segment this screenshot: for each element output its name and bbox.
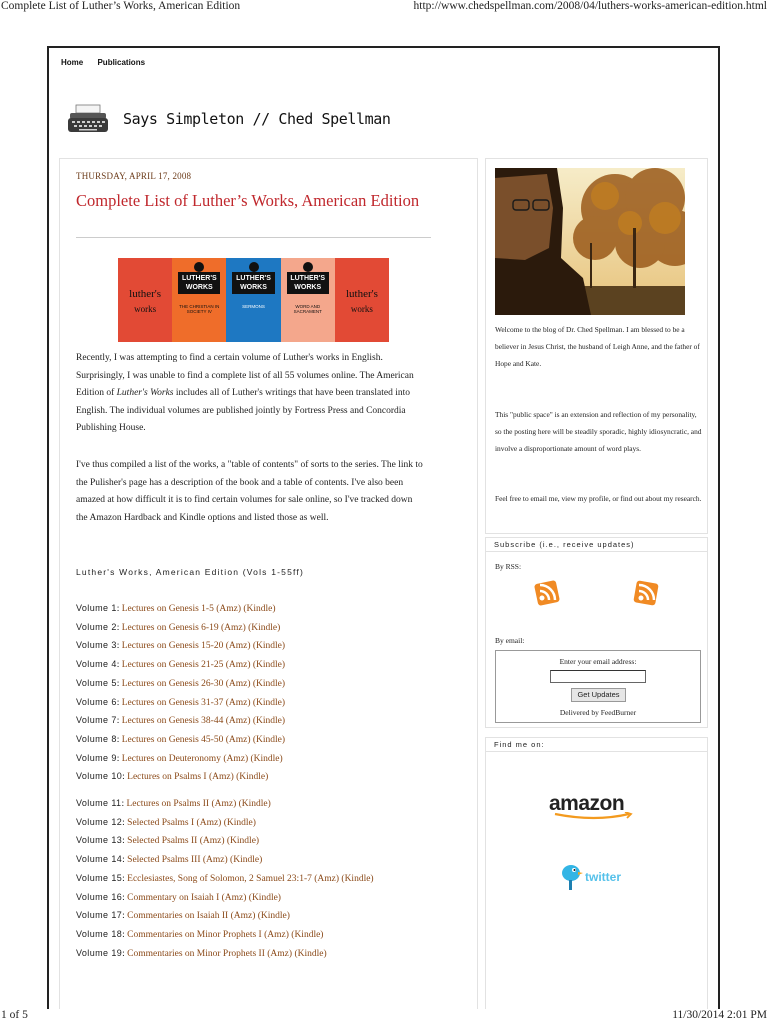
get-updates-button[interactable]: Get Updates [571,688,626,702]
compilation-paragraph: I've thus compiled a list of the works, a "table of contents" of sorts to the series. The link to the Pulisher's page has a description of the book and a table of contents. I've also been amazed at how difficult it is to find certain volumes for sale online, so I've tracked down the Amazon Hardback and Kindle options and listed those as well. [76,460,423,523]
kindle-link[interactable]: (Kindle) [252,734,286,745]
intro-text-a: Recently, I was attempting to find a certain volume of Luther's works in English. Surprisingly, I was unable to find a complete list of all 55 volumes online. The American Edition of [76,353,414,399]
volume-entry: Volume 18: Commentaries on Minor Prophets I (Amz) (Kindle) [76,928,324,940]
kindle-link[interactable]: (Kindle) [243,604,276,614]
kindle-link[interactable]: (Kindle) [248,622,281,633]
volume-title-link[interactable]: Commentaries on Minor Prophets I [127,929,262,940]
volume-number: Volume 4 [76,659,117,670]
amazon-link[interactable]: (Amz) [225,697,251,708]
volume-number: Volume 11 [76,798,122,808]
volume-title-link[interactable]: Selected Psalms I [127,817,195,828]
about-text-1: Welcome to the blog of Dr. Ched Spellman. I am blessed to be a believer in Jesus Christ, the husband of Leigh Anne, and the father of Hope and Kate. [495,325,700,368]
amazon-link[interactable]: (Amz) [216,604,241,614]
kindle-link[interactable]: (Kindle) [238,799,271,809]
kindle-link[interactable]: (Kindle) [252,716,286,727]
amazon-link[interactable]: (Amz) [225,678,251,689]
print-page-title: Complete List of Luther’s Works, American Edition [1,0,241,12]
amazon-link[interactable]: (Amz) [225,734,251,745]
kindle-link[interactable]: (Kindle) [252,678,286,689]
kindle-link[interactable]: (Kindle) [252,697,286,708]
volume-title-link[interactable]: Commentary on Isaiah I [127,892,220,903]
kindle-link[interactable]: (Kindle) [252,660,286,671]
feedburner-form [495,650,701,723]
volume-entry: Volume 17: Commentaries on Isaiah II (Amz) (Kindle) [76,910,290,922]
volume-number: Volume 3 [76,640,117,651]
volume-entry: Volume 1: Lectures on Genesis 1-5 (Amz) (Kindle) [76,603,276,614]
book-cover-script: luther's [129,288,162,300]
subscribe-widget [485,537,708,728]
find-me-heading: Find me on: [486,738,707,752]
volume-list-heading: Luther's Works, American Edition (Vols 1-55ff) [76,567,305,577]
book-cover-sub: WORD AND SACRAMENT [293,304,322,314]
volume-entry: Volume 2: Lectures on Genesis 6-19 (Amz) (Kindle) [76,621,281,633]
post-date: THURSDAY, APRIL 17, 2008 [76,171,192,181]
intro-paragraph [76,350,424,438]
volume-title-link[interactable]: Lectures on Deuteronomy [121,753,221,764]
print-footer [0,1009,768,1024]
twitter-logo-link[interactable] [559,862,621,892]
print-page-number: 1 of 5 [1,1009,28,1021]
volume-entry: Volume 9: Lectures on Deuteronomy (Amz) (Kindle) [76,752,283,764]
book-cover-head: LUTHER'S WORKS [232,272,274,294]
blog-page [47,46,720,1009]
kindle-link[interactable]: (Kindle) [236,772,269,783]
volume-title-link[interactable]: Selected Psalms III [127,855,201,866]
volume-title-link[interactable]: Selected Psalms II [127,836,198,847]
find-me-widget [485,737,708,1009]
nav-home-link[interactable]: Home [61,58,84,67]
kindle-link[interactable]: (Kindle) [341,873,374,884]
luther-medal-icon [249,262,259,272]
book-cover-1 [118,258,172,342]
volume-title-link[interactable]: Lectures on Psalms II [126,799,210,809]
amazon-link[interactable]: (Amz) [221,892,247,903]
by-rss-label: By RSS: [495,562,522,571]
about-text-3: Feel free to email me, view my profile, or find out about my research. [495,494,702,503]
kindle-link[interactable]: (Kindle) [291,929,324,940]
amazon-link[interactable]: (Amz) [267,948,293,959]
amazon-link[interactable]: (Amz) [202,855,228,866]
kindle-link[interactable]: (Kindle) [248,892,281,903]
volume-entry: Volume 14: Selected Psalms III (Amz) (Kindle) [76,854,263,866]
amazon-link[interactable]: (Amz) [211,799,237,809]
amazon-link[interactable]: (Amz) [230,911,256,922]
book-cover-works: works [134,304,157,314]
luther-medal-icon [303,262,313,272]
volume-number: Volume 15 [76,872,123,883]
volume-title-link[interactable]: Ecclesiastes, Song of Solomon, 2 Samuel 23:1-7 [127,873,312,884]
post-column [59,158,478,1009]
volume-title-link[interactable]: Lectures on Psalms I [127,772,207,783]
amazon-link[interactable]: (Amz) [225,716,251,727]
kindle-link[interactable]: (Kindle) [252,641,286,652]
amazon-smile-icon [551,812,637,820]
kindle-link[interactable]: (Kindle) [230,855,263,866]
volume-title-link[interactable]: Lectures on Genesis 31-37 [121,697,224,708]
volume-entry: Volume 6: Lectures on Genesis 31-37 (Amz) (Kindle) [76,696,286,708]
kindle-link[interactable]: (Kindle) [226,836,260,847]
volume-number: Volume 10 [76,771,123,782]
volume-number: Volume 13 [76,835,123,846]
amazon-link[interactable]: (Amz) [264,929,289,940]
blog-header [67,102,391,136]
volume-title-link[interactable]: Lectures on Genesis 45-50 [121,734,224,745]
luthers-works-banner-image [118,258,389,342]
amazon-link[interactable]: (Amz) [314,873,340,884]
volume-title-link[interactable]: Lectures on Genesis 26-30 [121,678,224,689]
luther-medal-icon [194,262,204,272]
print-page-url: http://www.chedspellman.com/2008/04/luthers-works-american-edition.html [413,0,767,12]
volume-number: Volume 2 [76,621,117,632]
email-field[interactable] [550,670,646,683]
amazon-link[interactable]: (Amz) [225,660,251,671]
book-cover-3 [226,258,280,342]
volume-entry: Volume 7: Lectures on Genesis 38-44 (Amz) (Kindle) [76,715,286,727]
rss-comments-icon[interactable] [631,578,661,608]
volume-list-11-19 [76,795,421,963]
amazon-link[interactable]: (Amz) [208,772,234,783]
twitter-logo-text: twitter [585,870,621,884]
volume-number: Volume 9 [76,752,117,763]
volume-number: Volume 18 [76,928,123,939]
volume-entry: Volume 8: Lectures on Genesis 45-50 (Amz) (Kindle) [76,733,286,745]
book-cover-4 [281,258,335,342]
volume-entry: Volume 11: Lectures on Psalms II (Amz) (Kindle) [76,798,271,809]
book-cover-5 [335,258,389,342]
feedburner-credit: Delivered by FeedBurner [559,708,637,717]
volume-entry: Volume 13: Selected Psalms II (Amz) (Kindle) [76,835,260,847]
volume-title-link[interactable]: Lectures on Genesis 6-19 [121,622,219,633]
amazon-link[interactable]: (Amz) [220,622,246,633]
amazon-link[interactable]: (Amz) [199,836,225,847]
kindle-link[interactable]: (Kindle) [223,817,256,828]
volume-entry: Volume 10: Lectures on Psalms I (Amz) (Kindle) [76,771,269,783]
amazon-logo-text: amazon [549,792,625,815]
volume-entry: Volume 3: Lectures on Genesis 15-20 (Amz) (Kindle) [76,640,286,652]
volume-entry: Volume 5: Lectures on Genesis 26-30 (Amz) (Kindle) [76,677,286,689]
book-cover-script: luther's [345,288,378,300]
volume-number: Volume 14 [76,854,123,865]
book-cover-sub: SERMONS [242,304,265,309]
book-cover-head: LUTHER'S WORKS [287,272,329,294]
volume-entry: Volume 16: Commentary on Isaiah I (Amz) (Kindle) [76,891,281,903]
volume-number: Volume 7 [76,715,117,726]
amazon-link[interactable]: (Amz) [223,753,249,764]
profile-widget [485,158,708,534]
volume-title-link[interactable]: Lectures on Genesis 21-25 [121,660,224,671]
volume-number: Volume 5 [76,677,117,688]
book-cover-sub: THE CHRISTIAN IN SOCIETY IV [179,304,220,314]
kindle-link[interactable]: (Kindle) [250,753,283,764]
volume-title-link[interactable]: Commentaries on Minor Prophets II [127,948,265,959]
blog-title[interactable]: Says Simpleton // Ched Spellman [123,110,391,128]
top-nav [61,58,157,67]
post-title[interactable]: Complete List of Luther’s Works, American Edition [76,191,420,210]
volume-entry: Volume 4: Lectures on Genesis 21-25 (Amz) (Kindle) [76,659,286,671]
volume-number: Volume 12 [76,816,123,827]
volume-number: Volume 19 [76,947,123,958]
amazon-link[interactable]: (Amz) [196,817,222,828]
author-photo [495,168,685,315]
volume-title-link[interactable]: Lectures on Genesis 15-20 [121,641,224,652]
volume-list-1-10 [76,600,421,787]
kindle-link[interactable]: (Kindle) [294,948,327,959]
amazon-logo-link[interactable] [549,792,624,816]
volume-title-link[interactable]: Lectures on Genesis 38-44 [121,716,224,727]
intro-text-b: includes all of Luther's writings that have been translated into English. The individual volumes are published jointly by Fortress Press and Concordia Publishing House. [76,388,410,434]
volume-number: Volume 16 [76,891,123,902]
amazon-link[interactable]: (Amz) [225,641,251,652]
print-header [0,0,768,16]
volume-number: Volume 17 [76,910,123,921]
intro-emphasis: Luther's Works [116,388,174,399]
nav-publications-link[interactable]: Publications [97,58,146,67]
book-cover-2 [172,258,226,342]
title-divider [76,237,431,238]
typewriter-icon [67,104,109,134]
email-field-label: Enter your email address: [559,657,637,666]
volume-number: Volume 6 [76,696,117,707]
kindle-link[interactable]: (Kindle) [257,911,290,922]
volume-number: Volume 1 [76,603,117,613]
print-date: 11/30/2014 2:01 PM [672,1009,767,1021]
book-cover-works: works [350,304,373,314]
volume-title-link[interactable]: Commentaries on Isaiah II [127,911,229,922]
twitter-bird-icon [559,862,583,892]
volume-number: Volume 8 [76,733,117,744]
rss-feed-icon[interactable] [532,578,562,608]
about-text-2: This "public space" is an extension and reflection of my personality, so the posting here will be steadily sporadic, highly idiosyncratic, and involve a disproportionate amount of word plays. [495,410,702,453]
book-cover-head: LUTHER'S WORKS [178,272,220,294]
volume-entry: Volume 12: Selected Psalms I (Amz) (Kindle) [76,816,256,828]
volume-title-link[interactable]: Lectures on Genesis 1-5 [121,604,214,614]
volume-entry: Volume 15: Ecclesiastes, Song of Solomon, 2 Samuel 23:1-7 (Amz) (Kindle) [76,872,374,884]
by-email-label: By email: [495,636,525,645]
volume-entry: Volume 19: Commentaries on Minor Prophets II (Amz) (Kindle) [76,947,327,959]
subscribe-heading: Subscribe (i.e., receive updates) [486,538,707,552]
